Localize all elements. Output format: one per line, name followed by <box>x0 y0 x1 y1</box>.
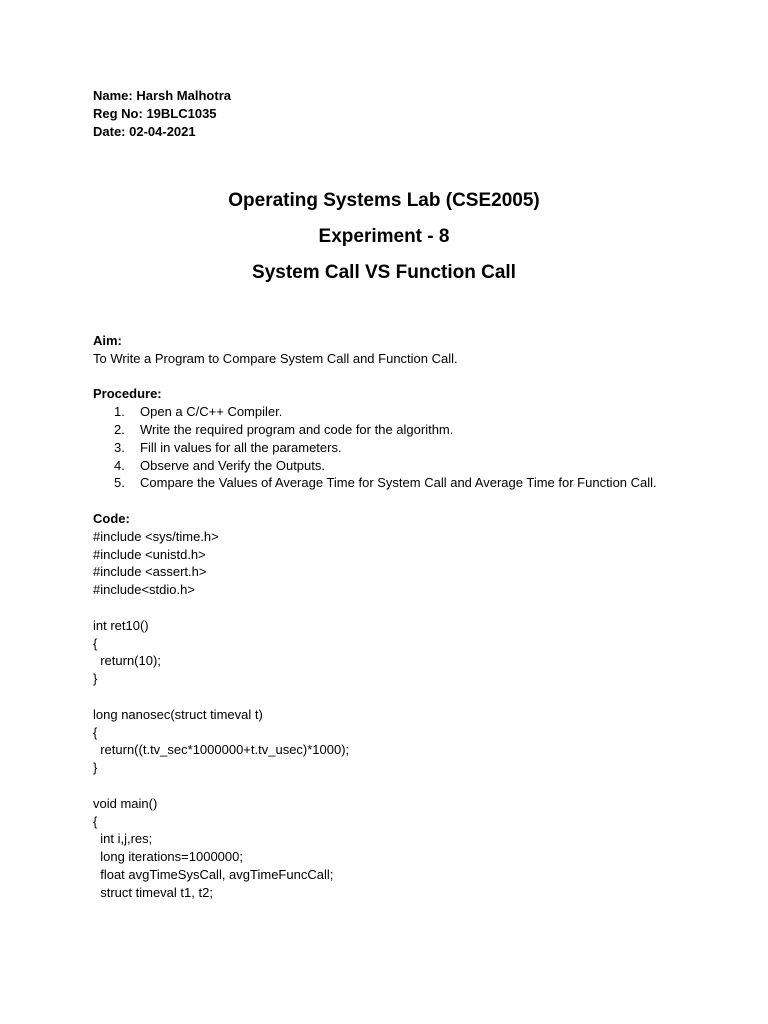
code-line-blank <box>93 688 693 706</box>
student-name: Name: Harsh Malhotra <box>93 88 231 103</box>
code-line: } <box>93 671 98 687</box>
code-line: void main() <box>93 795 158 811</box>
date: Date: 02-04-2021 <box>93 124 196 139</box>
code-line: return((t.tv_sec*1000000+t.tv_usec)*1000); <box>93 742 350 758</box>
title-block <box>0 183 768 291</box>
code-block <box>93 528 693 902</box>
document-body <box>93 332 693 902</box>
experiment-title: Experiment - 8 <box>318 226 450 247</box>
code-line: long iterations=1000000; <box>93 849 243 865</box>
code-line: #include <sys/time.h> <box>93 528 219 544</box>
code-line: { <box>93 724 98 740</box>
code-line: } <box>93 760 98 776</box>
code-line: return(10); <box>93 653 161 669</box>
procedure-label: Procedure: <box>93 386 162 402</box>
procedure-step: 5. Compare the Values of Average Time for System Call and Average Time for Function Call. <box>114 475 657 491</box>
procedure-step: 2. Write the required program and code for the algorithm. <box>114 421 454 437</box>
code-line-blank <box>93 777 693 795</box>
spacer <box>93 368 693 386</box>
code-line: { <box>93 635 98 651</box>
code-label: Code: <box>93 510 130 526</box>
code-line: float avgTimeSysCall, avgTimeFuncCall; <box>93 866 334 882</box>
code-line: #include<stdio.h> <box>93 582 195 598</box>
code-line: struct timeval t1, t2; <box>93 884 213 900</box>
reg-number: Reg No: 19BLC1035 <box>93 106 217 121</box>
student-info <box>93 87 231 141</box>
spacer <box>93 492 693 510</box>
code-line: int i,j,res; <box>93 831 153 847</box>
aim-text: To Write a Program to Compare System Call and Function Call. <box>93 350 458 366</box>
code-line: long nanosec(struct timeval t) <box>93 706 263 722</box>
procedure-list <box>93 403 693 492</box>
procedure-step: 3. Fill in values for all the parameters. <box>114 439 342 455</box>
procedure-step: 1. Open a C/C++ Compiler. <box>114 404 283 420</box>
code-line-blank <box>93 599 693 617</box>
code-line: #include <unistd.h> <box>93 546 206 562</box>
code-line: #include <assert.h> <box>93 564 207 580</box>
topic-title: System Call VS Function Call <box>252 262 516 283</box>
code-line: { <box>93 813 98 829</box>
code-line: int ret10() <box>93 617 149 633</box>
aim-label: Aim: <box>93 333 122 348</box>
course-title: Operating Systems Lab (CSE2005) <box>228 190 540 211</box>
procedure-step: 4. Observe and Verify the Outputs. <box>114 457 325 473</box>
